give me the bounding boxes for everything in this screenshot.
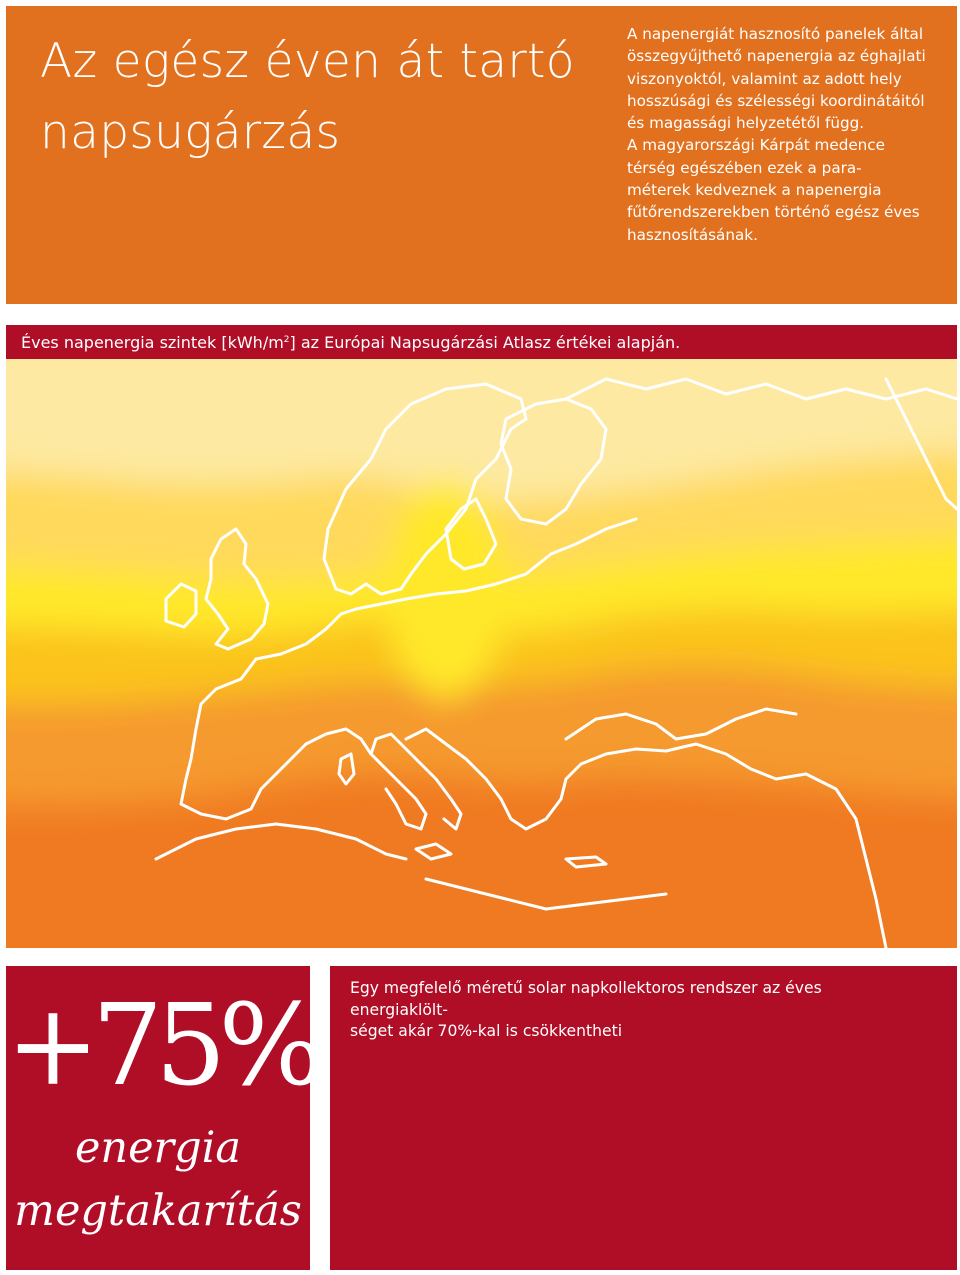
savings-stat-panel — [6, 966, 317, 1270]
intro-text: A napenergiát hasznosító panelek által összegyűjthető napenergia az éghajlati viszonyoktól, valamint az adott hely hosszúsági és szélességi koordinátáitól és magassági helyzetétől függ. A magyarországi Kárpát medence térség egészében ezek a para- méterek kedveznek a napenergia fűtőrendszerekben történő egész éves hasznosításának. — [627, 25, 926, 244]
map-caption-text: Éves napenergia szintek [kWh/m — [21, 333, 284, 352]
intro-panel — [6, 6, 957, 304]
page-title: Az egész éven át tartó napsugárzás — [40, 34, 575, 160]
savings-percentage: +75% — [6, 981, 317, 1111]
solar-irradiation-map — [6, 359, 957, 948]
savings-note-panel — [330, 966, 957, 1270]
europe-map-graphic — [6, 359, 957, 948]
map-caption-unit-exponent: 2 — [283, 335, 290, 345]
map-caption — [6, 325, 957, 359]
savings-label-line1: energia — [74, 1123, 242, 1173]
irradiation-band-central-spot — [386, 479, 506, 699]
savings-note-text: Egy megfelelő méretű solar napkollektoros rendszer az éves energiaklölt- séget akár 70%-kal is csökkentheti — [350, 979, 822, 1040]
savings-label-line2: megtakarítás — [14, 1186, 302, 1236]
map-caption-text-end: ] az Európai Napsugárzási Atlasz értékei alapján. — [289, 333, 681, 352]
